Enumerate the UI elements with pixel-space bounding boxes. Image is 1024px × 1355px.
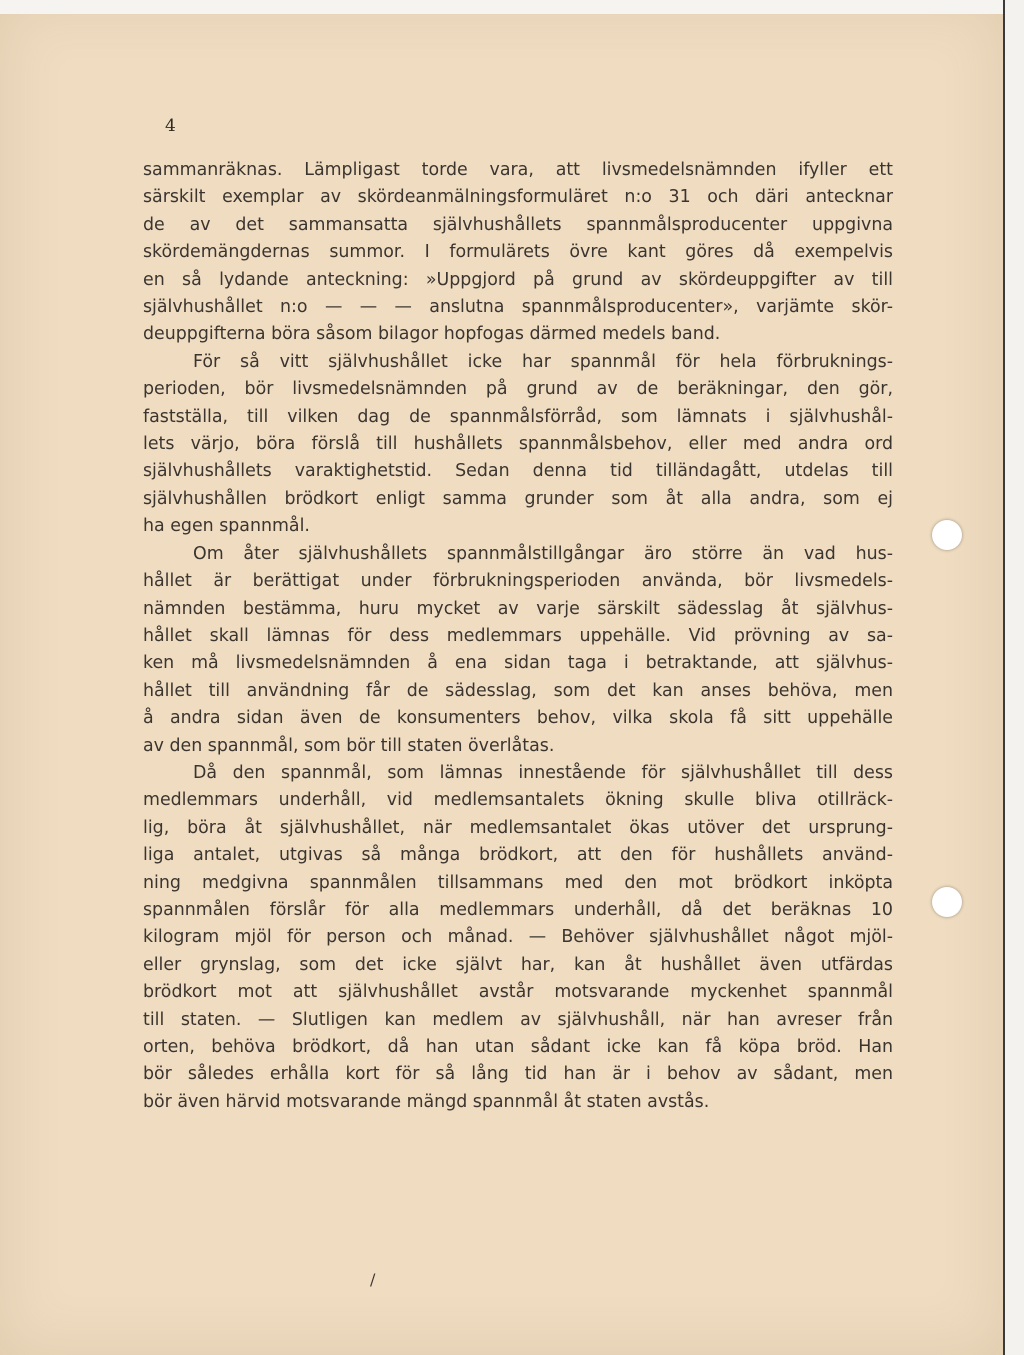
text-line: bör således erhålla kort för så lång tid han är i behov av sådant, men xyxy=(143,1064,893,1085)
text-line: spannmålen förslår för alla medlemmars underhåll, då det beräknas 10 xyxy=(143,899,893,920)
body-text xyxy=(143,157,893,1116)
text-line: kilogram mjöl för person och månad. — Behöver självhushållet något mjöl- xyxy=(143,927,893,948)
text-line: brödkort mot att självhushållet avstår motsvarande myckenhet spannmål xyxy=(143,982,893,1003)
text-line: sammanräknas. Lämpligast torde vara, att livsmedelsnämnden ifyller ett xyxy=(143,160,893,180)
stray-mark: / xyxy=(370,1270,376,1289)
text-line: självhushållet n:o — — — anslutna spannmålsproducenter», varjämte skör- xyxy=(143,297,893,318)
page-number: 4 xyxy=(165,116,176,136)
text-line: de av det sammansatta självhushållets spannmålsproducenter uppgivna xyxy=(143,214,893,235)
text-line: ha egen spannmål. xyxy=(143,516,310,537)
text-line: perioden, bör livsmedelsnämnden på grund av de beräkningar, den gör, xyxy=(143,379,893,400)
text-line: av den spannmål, som bör till staten överlåtas. xyxy=(143,735,555,756)
text-line: självhushållets varaktighetstid. Sedan denna tid tilländagått, utdelas till xyxy=(143,461,893,482)
text-line: deuppgifterna böra såsom bilagor hopfogas därmed medels band. xyxy=(143,324,721,345)
text-line: eller grynslag, som det icke självt har, kan åt hushållet även utfärdas xyxy=(143,954,893,975)
text-line: hållet till användning får de sädesslag, som det kan anses behöva, men xyxy=(143,680,893,701)
page-edge xyxy=(1003,0,1024,1355)
text-line: å andra sidan även de konsumenters behov, vilka skola få sitt uppehälle xyxy=(143,708,893,729)
text-line: hållet är berättigat under förbrukningsperioden använda, bör livsmedels- xyxy=(143,571,893,592)
text-line: hållet skall lämnas för dess medlemmars uppehälle. Vid prövning av sa- xyxy=(143,625,893,646)
text-line: ning medgivna spannmålen tillsammans med den mot brödkort inköpta xyxy=(143,872,893,893)
text-line: lig, böra åt självhushållet, när medlemsantalet ökas utöver det ursprung- xyxy=(143,817,893,838)
text-line: en så lydande anteckning: »Uppgjord på grund av skördeuppgifter av till xyxy=(143,269,893,290)
text-line: lets värjo, böra förslå till hushållets spannmålsbehov, eller med andra ord xyxy=(143,434,893,455)
text-line: fastställa, till vilken dag de spannmålsförråd, som lämnats i självhushål- xyxy=(143,406,893,427)
text-line: särskilt exemplar av skördeanmälningsformuläret n:o 31 och däri antecknar xyxy=(143,187,893,208)
text-line: bör även härvid motsvarande mängd spannmål åt staten avstås. xyxy=(143,1091,710,1112)
text-line: skördemängdernas summor. I formulärets övre kant göres då exempelvis xyxy=(143,242,893,263)
text-line: För så vitt självhushållet icke har spannmål för hela förbruknings- xyxy=(193,351,893,372)
text-line: Om åter självhushållets spannmålstillgångar äro större än vad hus- xyxy=(193,543,893,564)
text-line: självhushållen brödkort enligt samma grunder som åt alla andra, som ej xyxy=(143,488,893,509)
punch-hole-upper xyxy=(932,520,962,550)
text-line: liga antalet, utgivas så många brödkort, att den för hushållets använd- xyxy=(143,845,893,866)
punch-hole-lower xyxy=(932,887,962,917)
text-line: medlemmars underhåll, vid medlemsantalets ökning skulle bliva otillräck- xyxy=(143,790,893,811)
text-line: till staten. — Slutligen kan medlem av självhushåll, när han avreser från xyxy=(143,1009,893,1030)
text-line: orten, behöva brödkort, då han utan sådant icke kan få köpa bröd. Han xyxy=(143,1037,893,1057)
page-top-edge xyxy=(0,0,1003,14)
text-line: ken må livsmedelsnämnden å ena sidan taga i betraktande, att självhus- xyxy=(143,653,893,674)
text-line: Då den spannmål, som lämnas innestående för självhushållet till dess xyxy=(193,762,893,783)
text-line: nämnden bestämma, huru mycket av varje särskilt sädesslag åt självhus- xyxy=(143,598,893,619)
